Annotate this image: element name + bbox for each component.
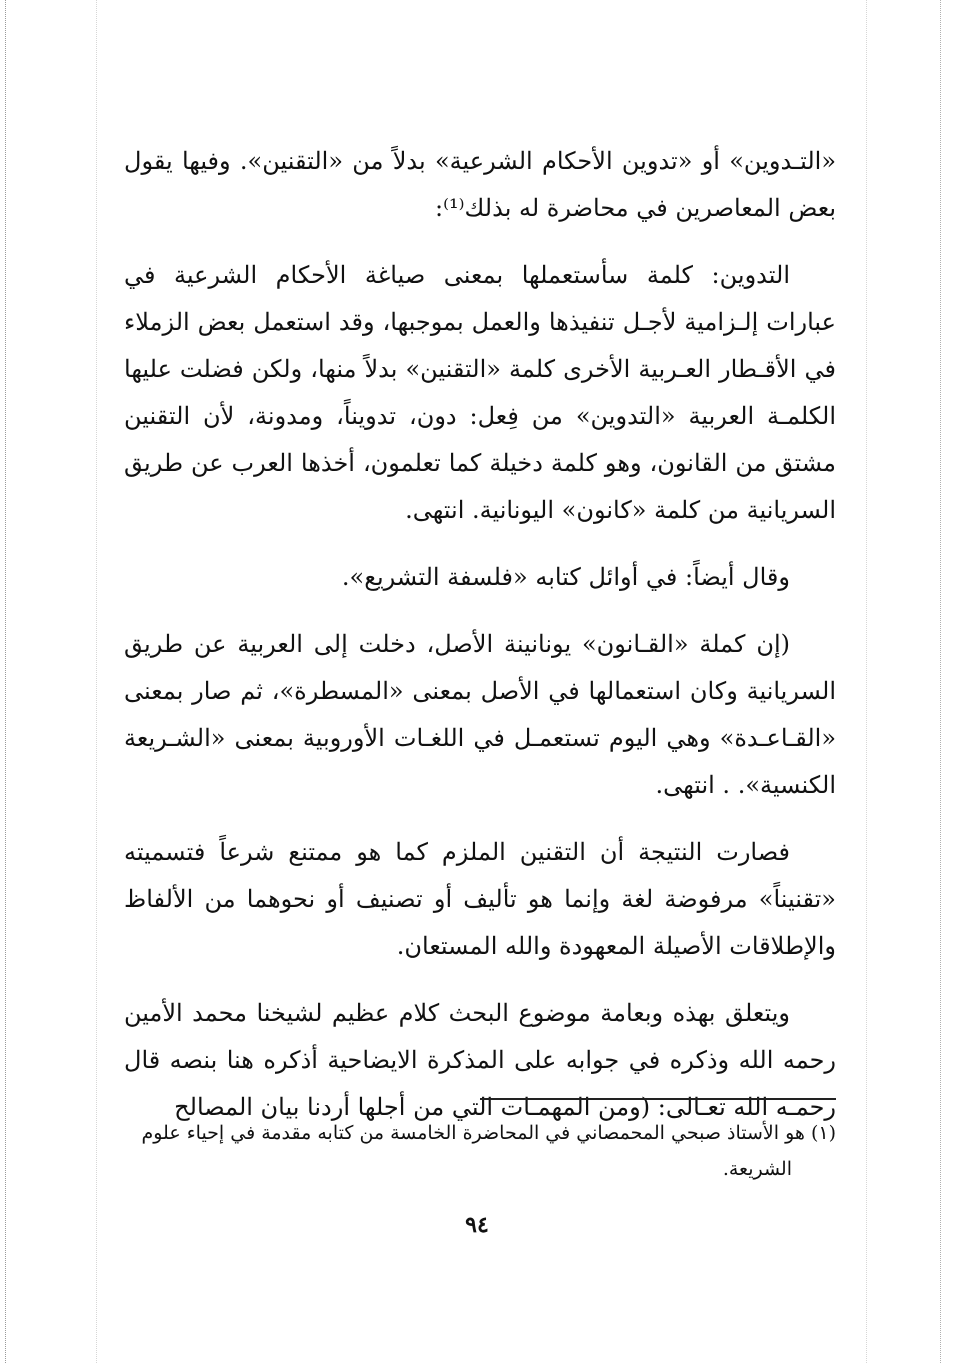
scan-guide-right — [866, 0, 867, 1363]
footnote-divider — [480, 1098, 836, 1100]
page-number: ٩٤ — [465, 1212, 489, 1238]
paragraph-6: ويتعلق بهذه وبعامة موضوع البحث كلام عظيم لشيخنا محمد الأمين رحمه الله وذكره في جوابه على المذكرة الايضاحية أذكره هنا بنصه قال رحمـه الله تعـالى: (ومن المهمـات التي من أجلها أردنا بيان المصالح — [124, 999, 836, 1121]
paragraph-3: وقال أيضاً: في أوائل كتابه «فلسفة التشريع». — [341, 563, 790, 591]
scan-guide-left — [96, 0, 97, 1363]
footnotes — [124, 1115, 836, 1187]
paragraph-5: فصارت النتيجة أن التقنين الملزم كما هو ممتنع شرعاً فتسميته «تقنيناً» مرفوضة لغة وإنما هو تأليف أو تصنيف أو نحوهما من الألفاظ والإطلاقات الأصيلة المعهودة والله المستعان. — [124, 838, 836, 960]
paragraph-4: (إن كملة «القـانون» يونانينة الأصل، دخلت إلى العربية عن طريق السريانية وكان استعمالها في الأصل بمعنى «المسطرة»، ثم صار بمعنى «القـاعـدة» وهي اليوم تستعمـل في اللغـات الأوروبية بمعنى «الشـريعة الكنسية». . انتهى. — [124, 630, 836, 799]
paragraph-1: «التـدوين» أو «تدوين الأحكام الشرعية» بدلاً من «التقنين». وفيها يقول بعض المعاصرين في محاضرة له بذلك⁽¹⁾: — [124, 147, 836, 222]
footnote-1: (١) هو الأستاذ صبحي المحمصاني في المحاضرة الخامسة من كتابه مقدمة في إحياء علوم الشريعة. — [141, 1122, 836, 1180]
paragraph-2: التدوين: كلمة سأستعملها بمعنى صياغة الأحكام الشرعية في عبارات إلـزامية لأجـل تنفيذها والعمل بموجبها، وقد استعمل بعض الزملاء في الأقـطار العـربية الأخرى كلمة «التقنين» بدلاً منها، ولكن فضلت عليها الكلمـة العربية «التدوين» من فِعل: دون، تدويناً، ومدونة، لأن التقنين مشتق من القانون، وهو كلمة دخيلة كما تعلمون، أخذها العرب عن طريق السريانية من كلمة «كانون» اليونانية. انتهى. — [124, 261, 836, 524]
scan-edge-left — [5, 0, 6, 1363]
scan-edge-right — [940, 0, 941, 1363]
page-body — [124, 138, 836, 1151]
